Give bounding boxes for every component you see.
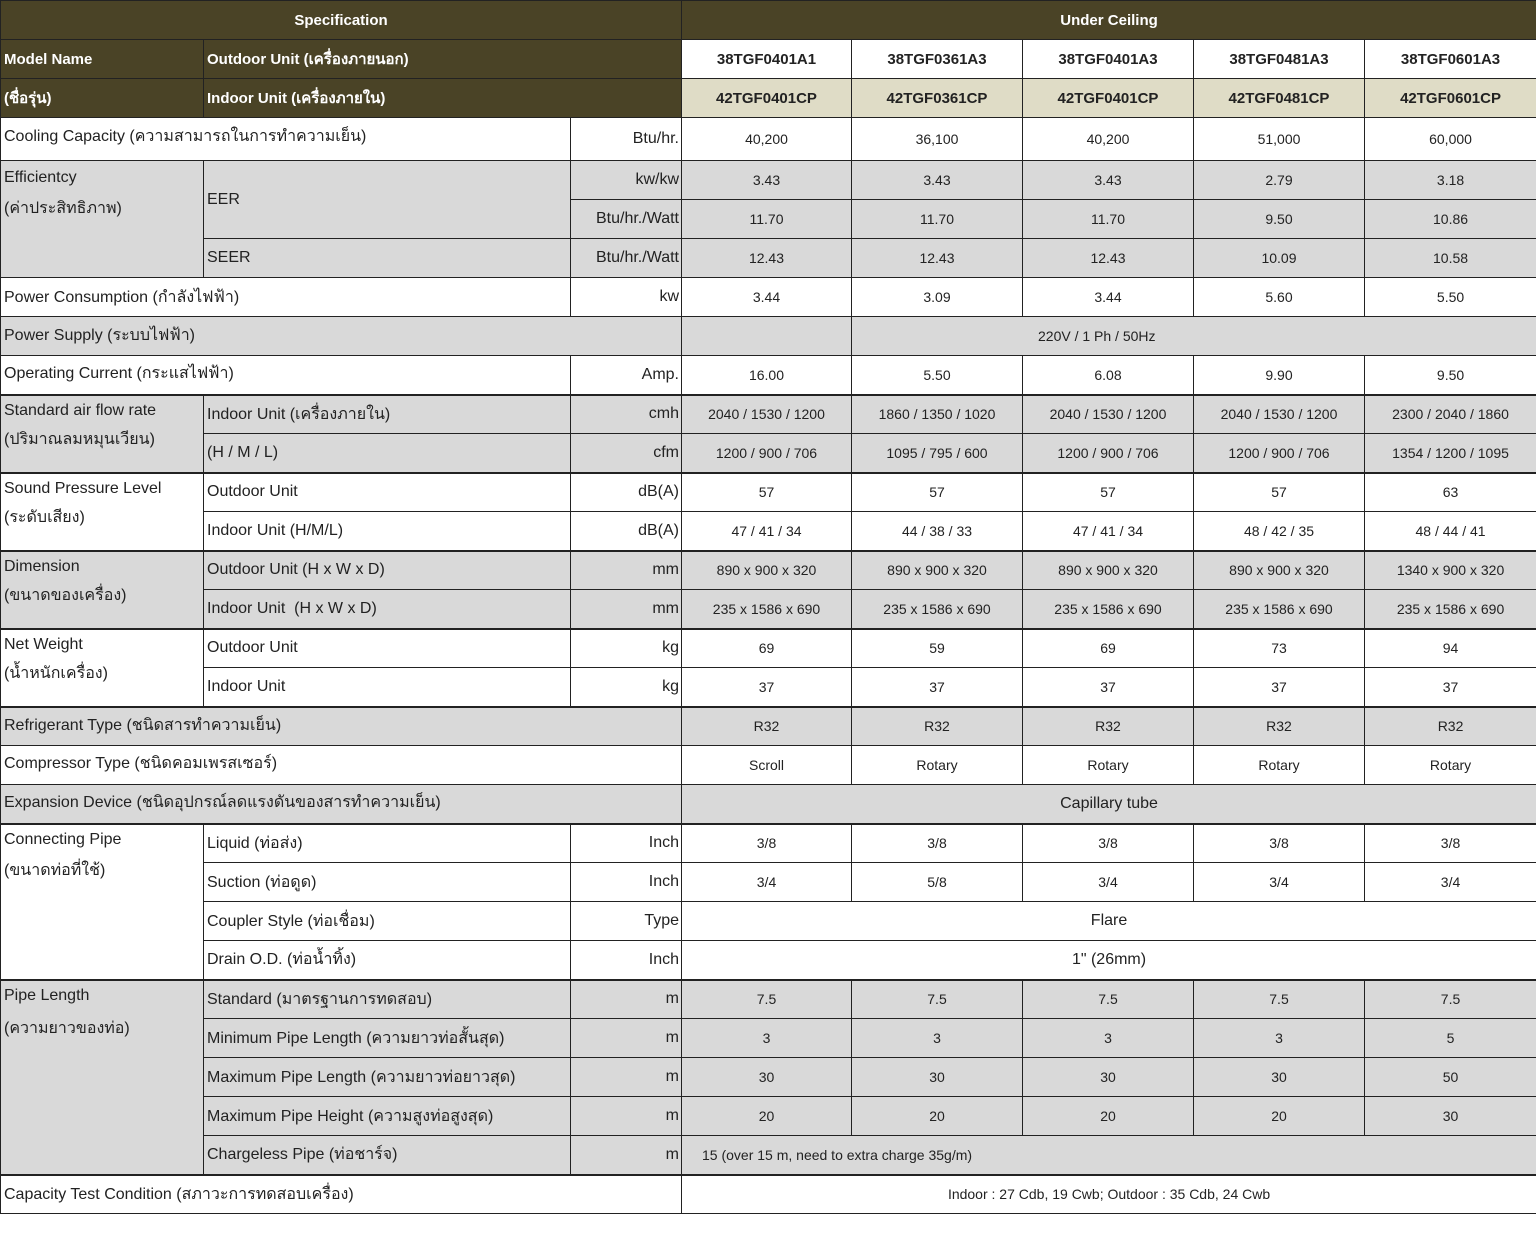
cooling-label: Cooling Capacity (ความสามารถในการทำความเย็น) [1, 118, 571, 161]
dimension-outdoor-value: 890 x 900 x 320 [1194, 551, 1365, 590]
dimension-outdoor-label: Outdoor Unit (H x W x D) [204, 551, 571, 590]
specification-header: Specification [1, 1, 682, 40]
max-height-value: 30 [1365, 1097, 1536, 1136]
coupler-unit: Type [571, 902, 682, 941]
operating-current-value: 5.50 [852, 356, 1023, 395]
drain-value: 1" (26mm) [682, 941, 1536, 980]
pipe-length-label: Pipe Length (ความยาวของท่อ) [1, 980, 204, 1175]
sound-indoor-value: 47 / 41 / 34 [682, 512, 852, 551]
airflow-cfm-value: 1095 / 795 / 600 [852, 434, 1023, 473]
liquid-unit: Inch [571, 824, 682, 863]
airflow-cfm-value: 1200 / 900 / 706 [1023, 434, 1194, 473]
eer-kw-unit: kw/kw [571, 161, 682, 200]
max-height-value: 20 [1023, 1097, 1194, 1136]
standard-value: 7.5 [1194, 980, 1365, 1019]
drain-unit: Inch [571, 941, 682, 980]
expansion-value: Capillary tube [682, 785, 1536, 824]
refrigerant-value: R32 [1365, 707, 1536, 746]
drain-label: Drain O.D. (ท่อน้ำทิ้ง) [204, 941, 571, 980]
weight-outdoor-unit: kg [571, 629, 682, 668]
eer-btu-value: 11.70 [1023, 200, 1194, 239]
standard-unit: m [571, 980, 682, 1019]
cooling-value: 40,200 [1023, 118, 1194, 161]
liquid-value: 3/8 [1194, 824, 1365, 863]
compressor-value: Scroll [682, 746, 852, 785]
indoor-model: 42TGF0361CP [852, 79, 1023, 118]
refrigerant-value: R32 [1023, 707, 1194, 746]
eer-btu-unit: Btu/hr./Watt [571, 200, 682, 239]
test-condition-label: Capacity Test Condition (สภาวะการทดสอบเครื่อง) [1, 1175, 682, 1214]
airflow-cmh-unit: cmh [571, 395, 682, 434]
airflow-cfm-value: 1200 / 900 / 706 [1194, 434, 1365, 473]
standard-value: 7.5 [1023, 980, 1194, 1019]
eer-btu-value: 10.86 [1365, 200, 1536, 239]
eer-btu-value: 11.70 [682, 200, 852, 239]
min-length-value: 5 [1365, 1019, 1536, 1058]
max-length-value: 30 [1023, 1058, 1194, 1097]
eer-kw-value: 3.43 [852, 161, 1023, 200]
suction-value: 3/4 [1023, 863, 1194, 902]
indoor-model: 42TGF0601CP [1365, 79, 1536, 118]
max-height-value: 20 [852, 1097, 1023, 1136]
dimension-indoor-value: 235 x 1586 x 690 [1023, 590, 1194, 629]
seer-value: 12.43 [682, 239, 852, 278]
power-consumption-value: 5.50 [1365, 278, 1536, 317]
efficiency-label: Efficientcy (ค่าประสิทธิภาพ) [1, 161, 204, 278]
eer-btu-value: 11.70 [852, 200, 1023, 239]
power-supply-value: 220V / 1 Ph / 50Hz [852, 317, 1536, 356]
compressor-label: Compressor Type (ชนิดคอมเพรสเซอร์) [1, 746, 682, 785]
airflow-label: Standard air flow rate (ปริมาณลมหมุนเวียน) [1, 395, 204, 473]
weight-outdoor-value: 59 [852, 629, 1023, 668]
airflow-cfm-value: 1200 / 900 / 706 [682, 434, 852, 473]
operating-current-unit: Amp. [571, 356, 682, 395]
max-length-value: 30 [1194, 1058, 1365, 1097]
refrigerant-label: Refrigerant Type (ชนิดสารทำความเย็น) [1, 707, 682, 746]
weight-indoor-unit: kg [571, 668, 682, 707]
dimension-outdoor-value: 890 x 900 x 320 [1023, 551, 1194, 590]
sound-outdoor-value: 57 [1023, 473, 1194, 512]
outdoor-unit-label: Outdoor Unit (เครื่องภายนอก) [204, 40, 682, 79]
power-consumption-value: 3.44 [682, 278, 852, 317]
indoor-model: 42TGF0401CP [682, 79, 852, 118]
dimension-indoor-label: Indoor Unit (H x W x D) [204, 590, 571, 629]
eer-kw-value: 3.18 [1365, 161, 1536, 200]
power-supply-empty [682, 317, 852, 356]
sound-indoor-value: 48 / 42 / 35 [1194, 512, 1365, 551]
power-consumption-value: 3.09 [852, 278, 1023, 317]
indoor-unit-label: Indoor Unit (เครื่องภายใน) [204, 79, 682, 118]
standard-label: Standard (มาตรฐานการทดสอบ) [204, 980, 571, 1019]
min-length-value: 3 [852, 1019, 1023, 1058]
dimension-outdoor-value: 890 x 900 x 320 [682, 551, 852, 590]
power-consumption-value: 5.60 [1194, 278, 1365, 317]
cooling-value: 36,100 [852, 118, 1023, 161]
power-consumption-value: 3.44 [1023, 278, 1194, 317]
weight-outdoor-value: 94 [1365, 629, 1536, 668]
airflow-sub1: Indoor Unit (เครื่องภายใน) [204, 395, 571, 434]
power-consumption-unit: kw [571, 278, 682, 317]
expansion-label: Expansion Device (ชนิดอุปกรณ์ลดแรงดันของสารทำความเย็น) [1, 785, 682, 824]
seer-value: 10.58 [1365, 239, 1536, 278]
suction-value: 3/4 [682, 863, 852, 902]
coupler-label: Coupler Style (ท่อเชื่อม) [204, 902, 571, 941]
compressor-value: Rotary [1365, 746, 1536, 785]
refrigerant-value: R32 [682, 707, 852, 746]
liquid-value: 3/8 [1023, 824, 1194, 863]
cooling-unit: Btu/hr. [571, 118, 682, 161]
sound-outdoor-value: 57 [852, 473, 1023, 512]
dimension-outdoor-unit: mm [571, 551, 682, 590]
suction-unit: Inch [571, 863, 682, 902]
airflow-cfm-unit: cfm [571, 434, 682, 473]
weight-indoor-value: 37 [682, 668, 852, 707]
seer-value: 12.43 [1023, 239, 1194, 278]
airflow-cmh-value: 1860 / 1350 / 1020 [852, 395, 1023, 434]
eer-label: EER [204, 161, 571, 239]
cooling-value: 51,000 [1194, 118, 1365, 161]
category-header: Under Ceiling [682, 1, 1536, 40]
airflow-cfm-value: 1354 / 1200 / 1095 [1365, 434, 1536, 473]
sound-label: Sound Pressure Level (ระดับเสียง) [1, 473, 204, 551]
dimension-indoor-value: 235 x 1586 x 690 [682, 590, 852, 629]
suction-value: 3/4 [1194, 863, 1365, 902]
weight-indoor-label: Indoor Unit [204, 668, 571, 707]
min-length-value: 3 [1023, 1019, 1194, 1058]
weight-outdoor-value: 73 [1194, 629, 1365, 668]
min-length-value: 3 [1194, 1019, 1365, 1058]
dimension-outdoor-value: 890 x 900 x 320 [852, 551, 1023, 590]
min-length-unit: m [571, 1019, 682, 1058]
weight-indoor-value: 37 [1194, 668, 1365, 707]
indoor-model: 42TGF0481CP [1194, 79, 1365, 118]
sound-outdoor-value: 63 [1365, 473, 1536, 512]
sound-indoor-value: 47 / 41 / 34 [1023, 512, 1194, 551]
max-height-unit: m [571, 1097, 682, 1136]
cooling-value: 60,000 [1365, 118, 1536, 161]
coupler-value: Flare [682, 902, 1536, 941]
seer-value: 12.43 [852, 239, 1023, 278]
max-height-label: Maximum Pipe Height (ความสูงท่อสูงสุด) [204, 1097, 571, 1136]
max-length-value: 30 [852, 1058, 1023, 1097]
eer-btu-value: 9.50 [1194, 200, 1365, 239]
min-length-value: 3 [682, 1019, 852, 1058]
sound-outdoor-label: Outdoor Unit [204, 473, 571, 512]
outdoor-model: 38TGF0361A3 [852, 40, 1023, 79]
liquid-value: 3/8 [682, 824, 852, 863]
chargeless-label: Chargeless Pipe (ท่อชาร์จ) [204, 1136, 571, 1175]
seer-label: SEER [204, 239, 571, 278]
liquid-value: 3/8 [1365, 824, 1536, 863]
pipe-label: Connecting Pipe (ขนาดท่อที่ใช้) [1, 824, 204, 980]
sound-indoor-value: 48 / 44 / 41 [1365, 512, 1536, 551]
airflow-cmh-value: 2040 / 1530 / 1200 [682, 395, 852, 434]
weight-indoor-value: 37 [1023, 668, 1194, 707]
compressor-value: Rotary [1023, 746, 1194, 785]
standard-value: 7.5 [682, 980, 852, 1019]
airflow-sub2: (H / M / L) [204, 434, 571, 473]
test-condition-value: Indoor : 27 Cdb, 19 Cwb; Outdoor : 35 Cdb, 24 Cwb [682, 1175, 1536, 1214]
operating-current-label: Operating Current (กระแสไฟฟ้า) [1, 356, 571, 395]
standard-value: 7.5 [1365, 980, 1536, 1019]
compressor-value: Rotary [852, 746, 1023, 785]
standard-value: 7.5 [852, 980, 1023, 1019]
operating-current-value: 6.08 [1023, 356, 1194, 395]
suction-label: Suction (ท่อดูด) [204, 863, 571, 902]
liquid-label: Liquid (ท่อส่ง) [204, 824, 571, 863]
dimension-indoor-unit: mm [571, 590, 682, 629]
suction-value: 5/8 [852, 863, 1023, 902]
eer-kw-value: 3.43 [682, 161, 852, 200]
suction-value: 3/4 [1365, 863, 1536, 902]
chargeless-unit: m [571, 1136, 682, 1175]
liquid-value: 3/8 [852, 824, 1023, 863]
outdoor-model: 38TGF0401A1 [682, 40, 852, 79]
weight-outdoor-value: 69 [682, 629, 852, 668]
weight-indoor-value: 37 [1365, 668, 1536, 707]
weight-outdoor-label: Outdoor Unit [204, 629, 571, 668]
eer-kw-value: 3.43 [1023, 161, 1194, 200]
eer-kw-value: 2.79 [1194, 161, 1365, 200]
sound-outdoor-value: 57 [1194, 473, 1365, 512]
max-height-value: 20 [682, 1097, 852, 1136]
sound-outdoor-value: 57 [682, 473, 852, 512]
refrigerant-value: R32 [852, 707, 1023, 746]
dimension-outdoor-value: 1340 x 900 x 320 [1365, 551, 1536, 590]
airflow-cmh-value: 2300 / 2040 / 1860 [1365, 395, 1536, 434]
outdoor-model: 38TGF0481A3 [1194, 40, 1365, 79]
airflow-cmh-value: 2040 / 1530 / 1200 [1194, 395, 1365, 434]
sound-indoor-value: 44 / 38 / 33 [852, 512, 1023, 551]
min-length-label: Minimum Pipe Length (ความยาวท่อสั้นสุด) [204, 1019, 571, 1058]
weight-indoor-value: 37 [852, 668, 1023, 707]
dimension-label: Dimension (ขนาดของเครื่อง) [1, 551, 204, 629]
indoor-model: 42TGF0401CP [1023, 79, 1194, 118]
max-length-label: Maximum Pipe Length (ความยาวท่อยาวสุด) [204, 1058, 571, 1097]
power-consumption-label: Power Consumption (กำลังไฟฟ้า) [1, 278, 571, 317]
dimension-indoor-value: 235 x 1586 x 690 [852, 590, 1023, 629]
outdoor-model: 38TGF0601A3 [1365, 40, 1536, 79]
seer-unit: Btu/hr./Watt [571, 239, 682, 278]
seer-value: 10.09 [1194, 239, 1365, 278]
dimension-indoor-value: 235 x 1586 x 690 [1365, 590, 1536, 629]
chargeless-value: 15 (over 15 m, need to extra charge 35g/m) [682, 1136, 1536, 1175]
max-length-value: 30 [682, 1058, 852, 1097]
operating-current-value: 9.90 [1194, 356, 1365, 395]
sound-indoor-unit: dB(A) [571, 512, 682, 551]
max-height-value: 20 [1194, 1097, 1365, 1136]
model-name-label: Model Name [1, 40, 204, 79]
weight-outdoor-value: 69 [1023, 629, 1194, 668]
operating-current-value: 16.00 [682, 356, 852, 395]
power-supply-label: Power Supply (ระบบไฟฟ้า) [1, 317, 682, 356]
max-length-value: 50 [1365, 1058, 1536, 1097]
operating-current-value: 9.50 [1365, 356, 1536, 395]
weight-label: Net Weight (น้ำหนักเครื่อง) [1, 629, 204, 707]
cooling-value: 40,200 [682, 118, 852, 161]
dimension-indoor-value: 235 x 1586 x 690 [1194, 590, 1365, 629]
sound-outdoor-unit: dB(A) [571, 473, 682, 512]
max-length-unit: m [571, 1058, 682, 1097]
model-name-label-th: (ชื่อรุ่น) [1, 79, 204, 118]
refrigerant-value: R32 [1194, 707, 1365, 746]
sound-indoor-label: Indoor Unit (H/M/L) [204, 512, 571, 551]
outdoor-model: 38TGF0401A3 [1023, 40, 1194, 79]
airflow-cmh-value: 2040 / 1530 / 1200 [1023, 395, 1194, 434]
compressor-value: Rotary [1194, 746, 1365, 785]
